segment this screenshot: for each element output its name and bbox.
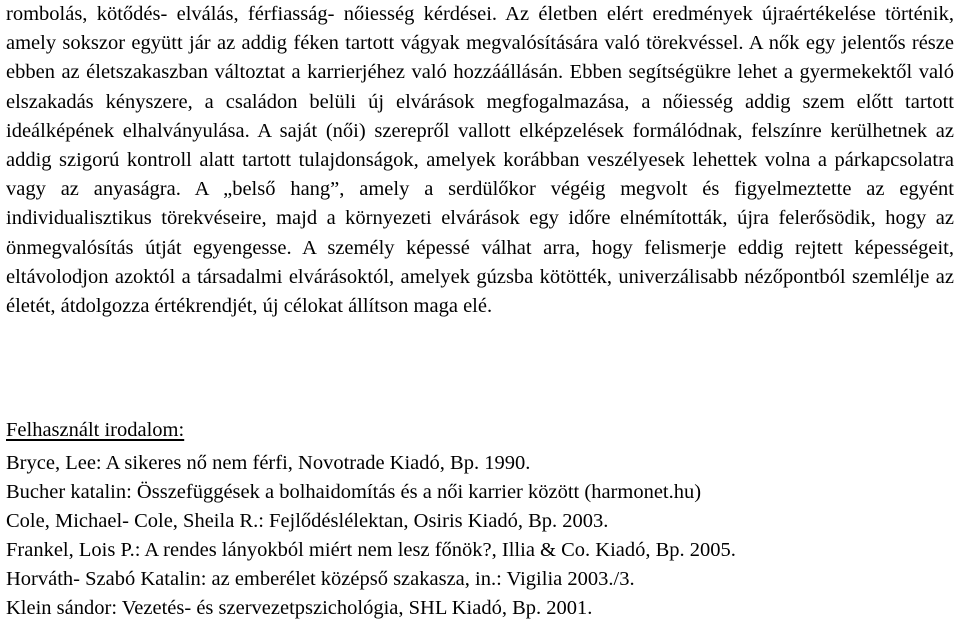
reference-item: Cole, Michael- Cole, Sheila R.: Fejlődéslélektan, Osiris Kiadó, Bp. 2003. (6, 510, 609, 532)
document-page (6, 0, 954, 321)
references-heading: Felhasznált irodalom: (6, 419, 185, 441)
references-section (6, 416, 954, 623)
reference-list (6, 449, 954, 623)
body-paragraph: rombolás, kötődés- elválás, férfiasság- nőiesség kérdései. Az életben elért eredmények újraértékelése történik, amely sokszor együtt jár az addig féken tartott vágyak megvalósítására való törekvéssel. A nők egy jelentős része ebben az életszakaszban változtat a karrierjéhez való hozzáállásán. Ebben segítségükre lehet a gyermekektől való elszakadás kényszere, a családon belüli új elvárások megfogalmazása, a nőiesség addig szem előtt tartott ideálképének elhalványulása. A saját (női) szerepről vallott elképzelések formálódnak, felszínre kerülhetnek az addig szigorú kontroll alatt tartott tulajdonságok, amelyek korábban veszélyesek lehettek volna a párkapcsolatra vagy az anyaságra. A „belső hang”, amely a serdülőkor végéig megvolt és figyelmeztette az egyént individualisztikus törekvéseire, majd a környezeti elvárások egy időre elnémították, újra felerősödik, hogy az önmegvalósítás útját egyengesse. A személy képessé válhat arra, hogy felismerje eddig rejtett képességeit, eltávolodjon azoktól a társadalmi elvárásoktól, amelyek gúzsba kötötték, univerzálisabb nézőpontból szemlélje az életét, átdolgozza értékrendjét, új célokat állítson maga elé. (6, 3, 954, 318)
reference-item: Klein sándor: Vezetés- és szervezetpszichológia, SHL Kiadó, Bp. 2001. (6, 597, 593, 619)
reference-item: Horváth- Szabó Katalin: az emberélet középső szakasza, in.: Vigilia 2003./3. (6, 568, 635, 590)
reference-item: Bucher katalin: Összefüggések a bolhaidomítás és a női karrier között (harmonet.hu) (6, 481, 702, 503)
reference-item: Bryce, Lee: A sikeres nő nem férfi, Novotrade Kiadó, Bp. 1990. (6, 452, 531, 474)
reference-item: Frankel, Lois P.: A rendes lányokból miért nem lesz főnök?, Illia & Co. Kiadó, Bp. 2005. (6, 539, 736, 561)
